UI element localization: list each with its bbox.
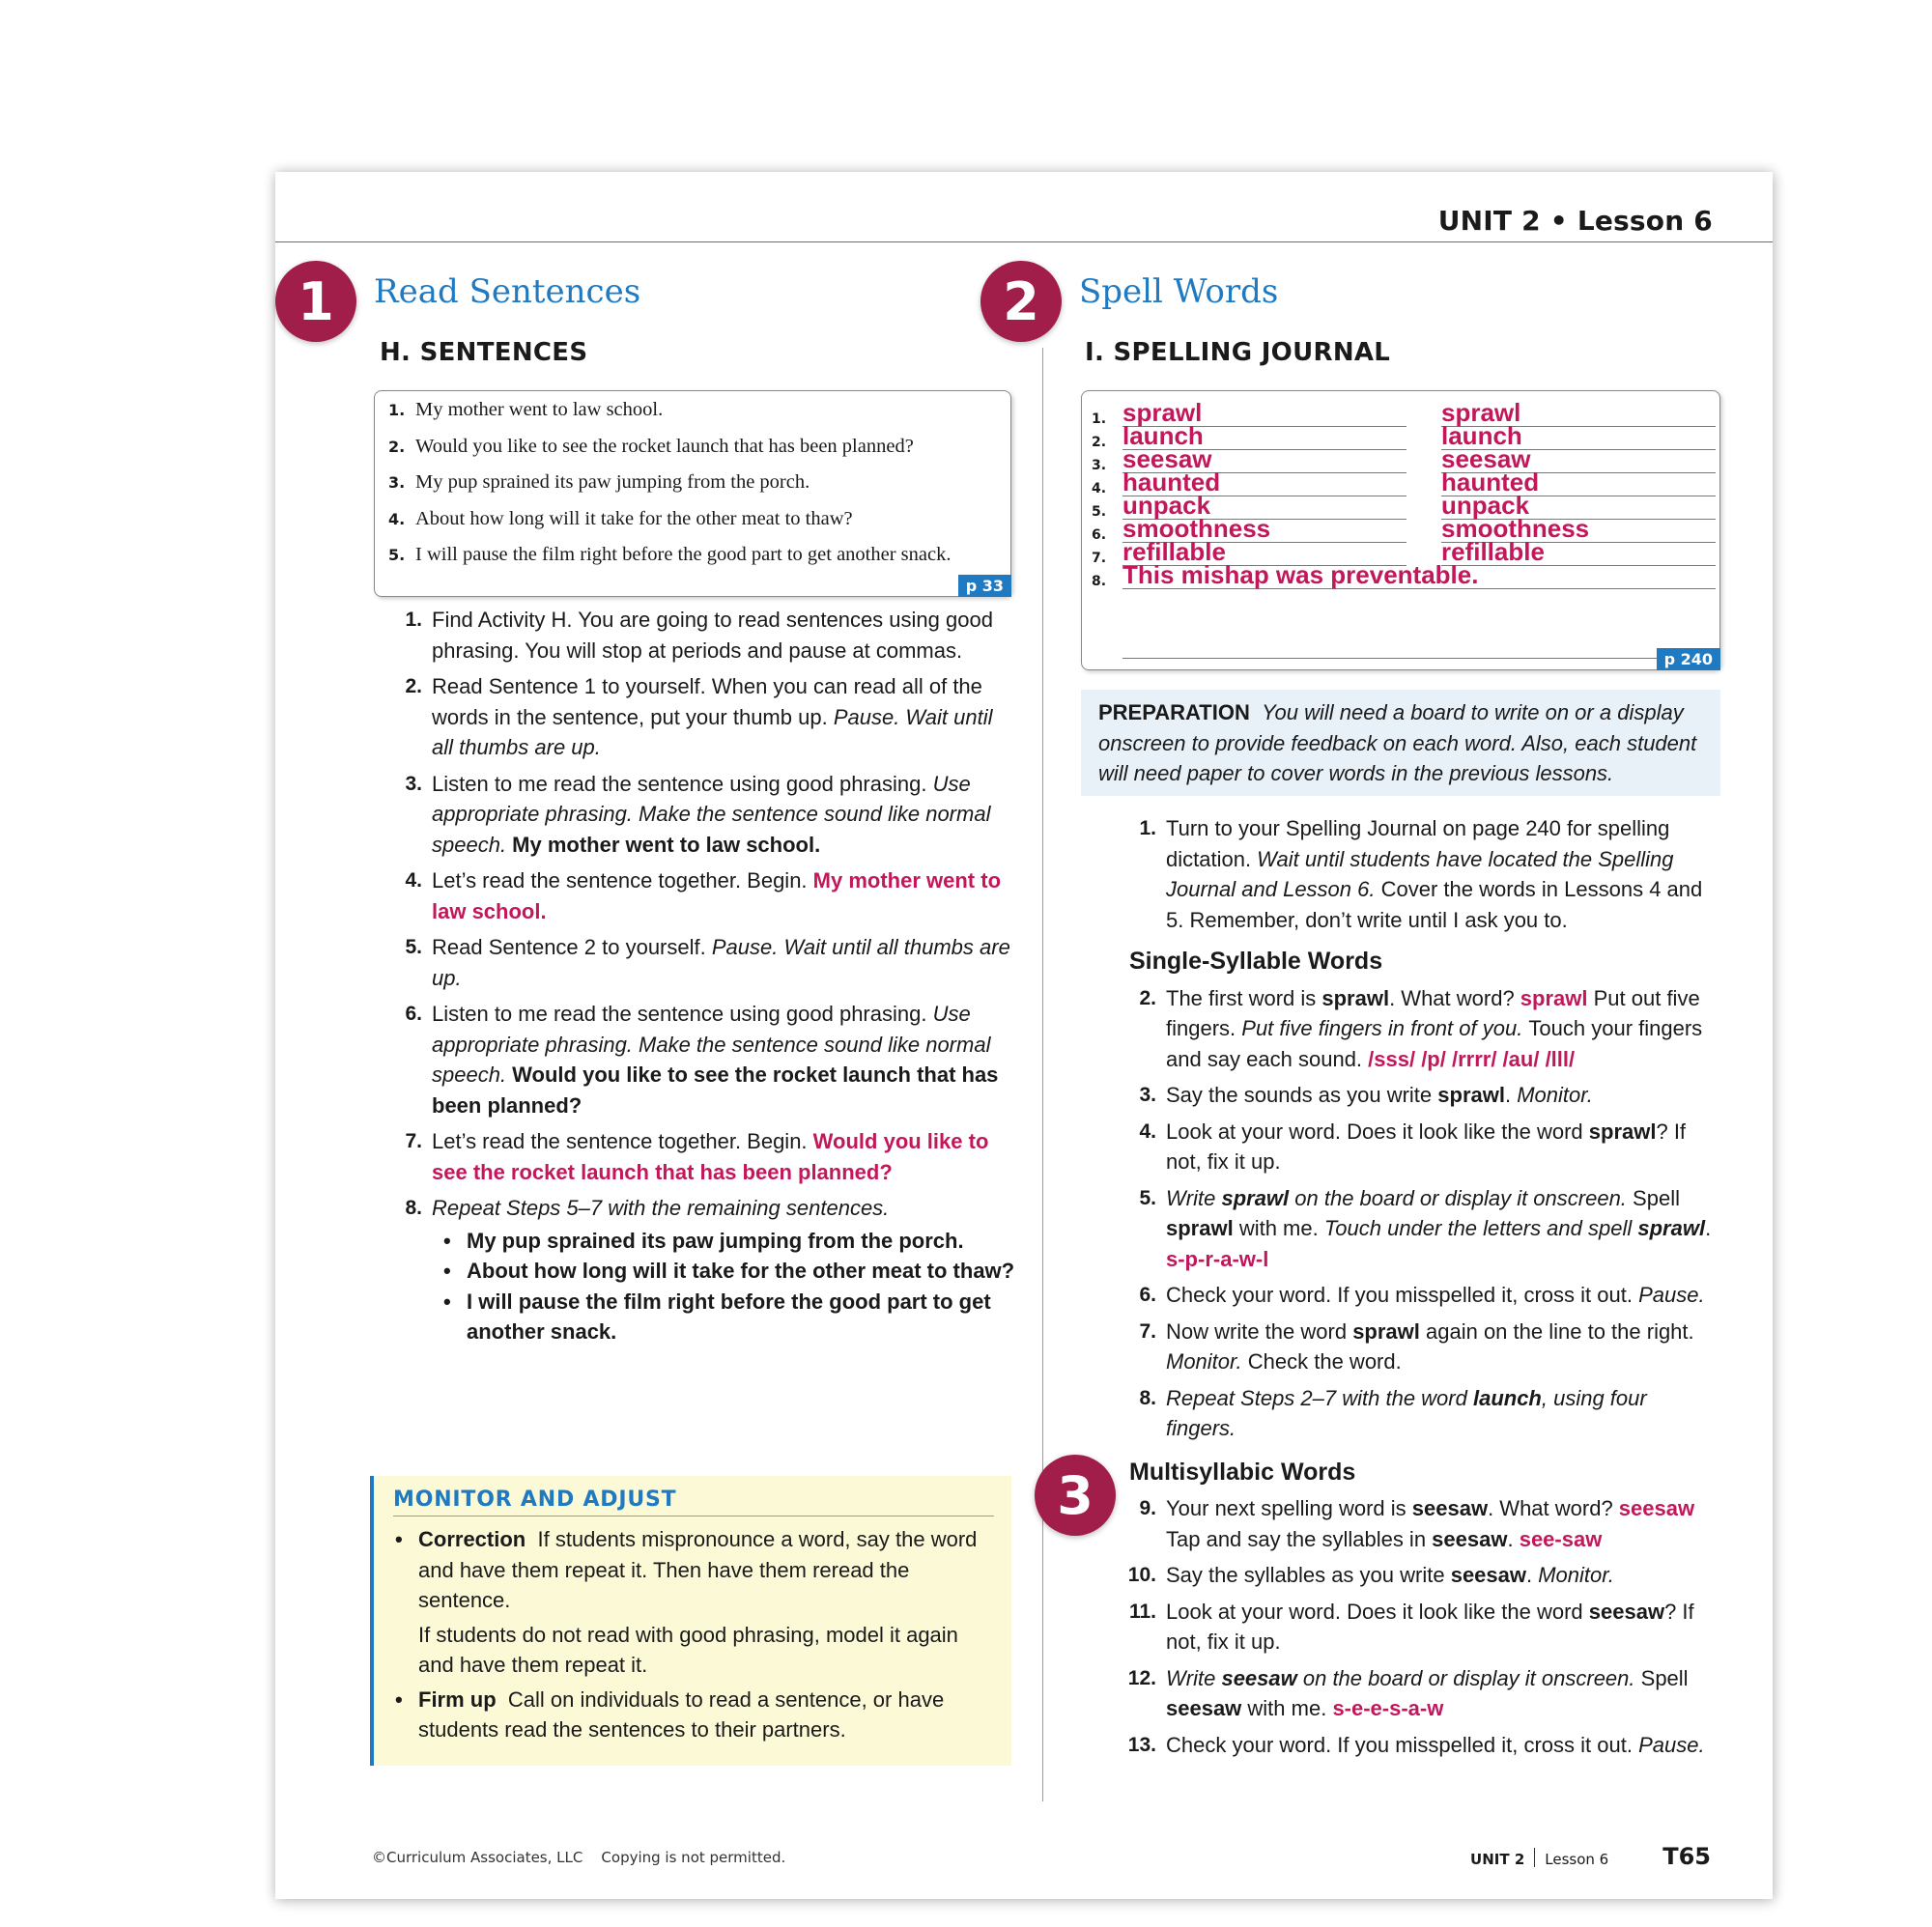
journal-number: 1. (1092, 411, 1107, 427)
step-fragment: Wait until students have located the Spelling Journal and Lesson 6. (1166, 846, 1674, 901)
step-fragment: Monitor. (1538, 1563, 1614, 1587)
step-item (401, 999, 1019, 1120)
step-number: 2. (405, 675, 422, 697)
step-text (432, 865, 1019, 926)
response-text: My mother went to law school. (432, 868, 1002, 923)
step-item (1135, 1383, 1715, 1444)
step-fragment: seesaw (1432, 1526, 1508, 1551)
step-fragment: Let’s read the sentence together. Begin. (432, 868, 813, 893)
step-number: 8. (1139, 1386, 1156, 1409)
journal-number: 5. (1092, 504, 1107, 520)
response-text: s-e-e-s-a-w (1332, 1696, 1444, 1720)
page-number: T65 (1662, 1843, 1711, 1870)
sentence-text: My pup sprained its paw jumping from the porch. (415, 471, 810, 493)
sentence-bullet: • My pup sprained its paw jumping from the porch. (441, 1226, 1019, 1257)
sentence-number: 4. (388, 509, 406, 528)
journal-word: launch (1122, 422, 1406, 450)
step-fragment: sprawl (1437, 1083, 1505, 1107)
step-item (1135, 1317, 1715, 1377)
step-fragment: Repeat Steps 2–7 with the word (1166, 1385, 1473, 1410)
response-text: seesaw (1618, 1496, 1695, 1520)
step-number: 7. (1139, 1319, 1156, 1343)
journal-word-copy: smoothness (1441, 515, 1716, 543)
correction-text-2: If students do not read with good phrasing, model it again and have them repeat it. (418, 1622, 958, 1677)
step-fragment: Say the sounds as you write (1166, 1083, 1438, 1107)
step-number: 3. (1139, 1084, 1156, 1106)
step-text (432, 999, 1019, 1120)
section-3-badge: 3 (1035, 1455, 1116, 1536)
single-syllable-heading: Single-Syllable Words (1129, 948, 1383, 975)
journal-number: 8. (1092, 574, 1107, 589)
step-fragment: ? If not, fix it up. (1166, 1599, 1694, 1654)
remaining-sentences-list (441, 1226, 1019, 1347)
response-text: see-saw (1519, 1526, 1603, 1551)
step-fragment: seesaw (1166, 1696, 1242, 1720)
step-fragment: Now write the word (1166, 1318, 1353, 1344)
step-number: 12. (1127, 1666, 1156, 1689)
journal-number: 7. (1092, 551, 1107, 566)
step-item (1135, 1493, 1715, 1554)
step-fragment: Put five fingers in front of you. (1241, 1016, 1529, 1040)
footer-separator (1534, 1848, 1535, 1867)
spelling-journal-box (1081, 390, 1720, 670)
step-fragment: sprawl (1221, 1185, 1290, 1210)
step-number: 13. (1127, 1733, 1156, 1756)
step-fragment: launch (1472, 1385, 1542, 1410)
journal-word-copy: haunted (1441, 468, 1716, 496)
step-item (401, 605, 1019, 666)
step-fragment: Tap and say the syllables in (1166, 1526, 1433, 1551)
step-number: 1. (405, 609, 422, 631)
step-item (1127, 1560, 1715, 1591)
journal-word-copy: seesaw (1441, 445, 1716, 473)
response-text: /sss/ /p/ /rrrr/ /au/ /lll/ (1368, 1046, 1576, 1071)
spell-words-steps (1127, 813, 1715, 1766)
step-number: 8. (405, 1197, 422, 1219)
step-text (1166, 1317, 1715, 1377)
step-number: 4. (1139, 1119, 1156, 1143)
step-fragment: , using four fingers. (1166, 1385, 1647, 1440)
step-fragment: on the board or display it onscreen. (1289, 1185, 1634, 1210)
step-item (1135, 813, 1715, 935)
section-2-badge: 2 (980, 261, 1062, 342)
step-fragment: Check your word. If you misspelled it, cross it out. (1166, 1283, 1639, 1307)
step-text (432, 671, 1019, 763)
step-fragment: Check the word. (1241, 1349, 1402, 1374)
step-item (401, 932, 1019, 993)
step-fragment: Spell (1633, 1185, 1680, 1210)
lesson-page (275, 172, 1773, 1899)
step-text (1166, 1080, 1715, 1111)
step-text (1166, 1597, 1715, 1658)
step-fragment: Say the syllables as you write (1166, 1563, 1451, 1587)
step-text (432, 932, 1019, 993)
journal-word: refillable (1122, 538, 1406, 566)
step-fragment: Spell (1640, 1665, 1689, 1690)
step-item (401, 865, 1019, 926)
step-fragment: Read Sentence 2 to yourself. (432, 935, 712, 959)
step-fragment: Find Activity H. You are going to read sentences using good phrasing. You will stop at periods and pause at commas. (432, 608, 993, 663)
step-fragment: Repeat Steps 5–7 with the remaining sentences. (432, 1196, 890, 1220)
journal-row (1092, 559, 1710, 589)
step-fragment: Write (1166, 1185, 1222, 1210)
step-fragment: Would you like to see the rocket launch that has been planned? (432, 1063, 999, 1118)
firmup-label: Firm up (418, 1686, 497, 1712)
step-fragment: seesaw (1588, 1599, 1665, 1624)
step-item (1127, 1730, 1715, 1761)
journal-number: 4. (1092, 481, 1107, 496)
step-fragment: The first word is (1166, 985, 1322, 1010)
step-fragment: sprawl (1637, 1216, 1706, 1240)
response-text: s-p-r-a-w-l (1166, 1246, 1269, 1271)
step-fragment: Turn to your Spelling Journal on page 240 for spelling dictation. (1166, 816, 1670, 871)
firmup-text: Call on individuals to read a sentence, or have students read the sentences to their partners. (418, 1686, 945, 1742)
step-fragment: Monitor. (1166, 1349, 1242, 1374)
step-number: 6. (1139, 1284, 1156, 1306)
step-number: 7. (405, 1130, 422, 1152)
sentence-text: My mother went to law school. (415, 399, 664, 420)
step-number: 10. (1127, 1564, 1156, 1586)
journal-word-copy: unpack (1441, 492, 1716, 520)
step-item (1135, 1117, 1715, 1177)
step-fragment: sprawl (1321, 985, 1390, 1010)
step-fragment: Your next spelling word is (1166, 1496, 1412, 1520)
journal-word: haunted (1122, 468, 1406, 496)
step-fragment: . (1526, 1563, 1539, 1587)
step-item (401, 671, 1019, 763)
journal-word: sprawl (1122, 399, 1406, 427)
activity-i-heading: I. SPELLING JOURNAL (1085, 338, 1391, 367)
sentence-text: I will pause the film right before the good part to get another snack. (415, 544, 952, 565)
journal-number: 6. (1092, 527, 1107, 543)
journal-word: unpack (1122, 492, 1406, 520)
correction-text: If students mispronounce a word, say the word and have them repeat it. Then have them reread the sentence. (418, 1527, 978, 1612)
step-fragment: Put out five fingers. (1166, 985, 1700, 1040)
step-fragment: Look at your word. Does it look like the word (1166, 1599, 1589, 1624)
step-fragment: Cover the words in Lessons 4 and 5. Remember, don’t write until I ask you to. (1166, 877, 1703, 932)
step-fragment: . (1507, 1526, 1520, 1551)
section-2-title: Spell Words (1079, 272, 1279, 311)
step-number: 2. (1139, 986, 1156, 1009)
step-text (1166, 813, 1715, 935)
step-text (1166, 1117, 1715, 1177)
step-text (1166, 1730, 1715, 1761)
multisyllabic-heading: Multisyllabic Words (1129, 1458, 1356, 1486)
step-fragment: Touch your fingers and say each sound. (1166, 1016, 1703, 1071)
sentence-item (388, 542, 997, 568)
step-text (1166, 1383, 1715, 1444)
step-fragment: sprawl (1166, 1216, 1234, 1240)
step-fragment: seesaw (1411, 1496, 1489, 1520)
step-fragment: again on the line to the right. (1419, 1318, 1694, 1344)
step-item (1135, 1280, 1715, 1311)
step-text (1166, 1663, 1715, 1724)
copyright-text: ©Curriculum Associates, LLC Copying is not permitted. (372, 1849, 786, 1866)
step-item (1135, 983, 1715, 1075)
response-text: Would you like to see the rocket launch that has been planned? (432, 1129, 989, 1184)
step-fragment: Pause. (1638, 1732, 1705, 1757)
step-fragment: with me. (1233, 1216, 1324, 1240)
step-fragment: Let’s read the sentence together. Begin. (432, 1129, 813, 1153)
sentence-item (388, 434, 997, 460)
sentence-number: 5. (388, 546, 406, 564)
step-item (1127, 1663, 1715, 1724)
sentence-text: Would you like to see the rocket launch that has been planned? (415, 435, 914, 457)
step-fragment: seesaw (1221, 1665, 1297, 1690)
step-number: 9. (1139, 1497, 1156, 1519)
activity-h-heading: H. SENTENCES (380, 338, 588, 367)
sentence-item (388, 397, 997, 423)
journal-word-copy: refillable (1441, 538, 1716, 566)
step-fragment: Use appropriate phrasing. Make the sentence sound like normal speech. (432, 771, 991, 857)
step-text (432, 1126, 1019, 1187)
footer-lesson: Lesson 6 (1545, 1851, 1609, 1868)
journal-word-copy: launch (1441, 422, 1716, 450)
step-item (401, 1126, 1019, 1187)
sentence-number: 1. (388, 401, 406, 419)
step-fragment: . (1504, 1083, 1518, 1107)
journal-word-copy: sprawl (1441, 399, 1716, 427)
step-fragment: Pause. (1638, 1283, 1705, 1307)
step-number: 6. (405, 1003, 422, 1025)
step-fragment: with me. (1241, 1696, 1333, 1720)
preparation-label: PREPARATION (1098, 700, 1250, 724)
step-fragment: Touch under the letters and spell (1323, 1216, 1638, 1240)
sentence-number: 3. (388, 473, 406, 492)
step-item (1128, 1597, 1715, 1658)
step-number: 5. (405, 936, 422, 958)
step-text (1166, 1183, 1715, 1275)
journal-sentence: This mishap was preventable. (1122, 561, 1716, 589)
step-fragment: Read Sentence 1 to yourself. When you can read all of the words in the sentence, put your thumb up. (432, 674, 982, 729)
step-number: 11. (1128, 1600, 1156, 1623)
sentence-text: About how long will it take for the other meat to thaw? (415, 507, 853, 529)
step-fragment: My mother went to law school. (512, 832, 821, 857)
page-ref-tag-2: p 240 (1657, 648, 1720, 670)
step-text (1166, 1560, 1715, 1591)
journal-word: smoothness (1122, 515, 1406, 543)
header-rule (275, 241, 1773, 242)
footer-unit: UNIT 2 (1470, 1851, 1525, 1868)
step-fragment: . What word? (1389, 985, 1520, 1010)
monitor-heading: MONITOR AND ADJUST (393, 1488, 994, 1516)
step-fragment: seesaw (1450, 1563, 1526, 1587)
read-sentences-steps (401, 605, 1019, 1347)
step-fragment: Look at your word. Does it look like the word (1166, 1119, 1589, 1144)
step-fragment: sprawl (1588, 1119, 1657, 1144)
unit-lesson-title: UNIT 2 • Lesson 6 (1437, 205, 1713, 237)
section-1-title: Read Sentences (374, 272, 641, 311)
step-number: 1. (1139, 817, 1156, 839)
sentence-number: 2. (388, 437, 406, 456)
step-fragment: Check your word. If you misspelled it, cross it out. (1166, 1732, 1639, 1757)
step-fragment: . (1705, 1216, 1712, 1240)
step-text (432, 605, 1019, 666)
step-text (432, 769, 1019, 861)
step-fragment: Listen to me read the sentence using good phrasing. (432, 1002, 933, 1026)
step-fragment: Listen to me read the sentence using good phrasing. (432, 771, 933, 796)
step-fragment: on the board or display it onscreen. (1296, 1665, 1641, 1690)
page-ref-tag: p 33 (958, 575, 1011, 597)
step-fragment: ? If not, fix it up. (1166, 1119, 1687, 1174)
step-number: 3. (405, 772, 422, 795)
step-text (432, 1193, 1019, 1224)
step-item (401, 769, 1019, 861)
page-footer (1470, 1843, 1711, 1870)
sentences-box (374, 390, 1011, 597)
monitor-adjust-box (370, 1476, 1011, 1766)
journal-number: 3. (1092, 458, 1107, 473)
firmup-bullet (393, 1685, 994, 1745)
response-text: sprawl (1520, 985, 1588, 1010)
journal-blank-line (1122, 658, 1718, 659)
journal-word: seesaw (1122, 445, 1406, 473)
step-text (1166, 1280, 1715, 1311)
step-number: 4. (405, 869, 422, 892)
step-item (401, 1193, 1019, 1224)
step-fragment: Pause. Wait until all thumbs are up. (432, 935, 1010, 990)
preparation-text: You will need a board to write on or a display onscreen to provide feedback on each word. Also, each student will need paper to cover words in the previous lessons. (1098, 700, 1697, 785)
journal-number: 2. (1092, 435, 1107, 450)
step-text (1166, 1493, 1715, 1554)
step-fragment: Use appropriate phrasing. Make the sentence sound like normal speech. (432, 1002, 991, 1087)
preparation-box (1081, 690, 1720, 796)
step-fragment: Monitor. (1517, 1083, 1593, 1107)
correction-label: Correction (418, 1527, 526, 1551)
correction-bullet (393, 1524, 994, 1681)
step-item (1135, 1080, 1715, 1111)
sentence-bullet: • I will pause the film right before the good part to get another snack. (441, 1287, 1019, 1347)
sentence-item (388, 506, 997, 532)
step-fragment: Write (1166, 1665, 1222, 1690)
column-divider (1042, 348, 1043, 1801)
sentence-bullet: • About how long will it take for the other meat to thaw? (441, 1256, 1019, 1287)
section-1-badge: 1 (275, 261, 356, 342)
step-fragment: Pause. Wait until all thumbs are up. (432, 704, 993, 759)
step-item (1135, 1183, 1715, 1275)
step-fragment: . What word? (1488, 1496, 1619, 1520)
sentence-item (388, 469, 997, 496)
step-fragment: sprawl (1352, 1318, 1420, 1344)
step-text (1166, 983, 1715, 1075)
step-number: 5. (1139, 1186, 1156, 1209)
